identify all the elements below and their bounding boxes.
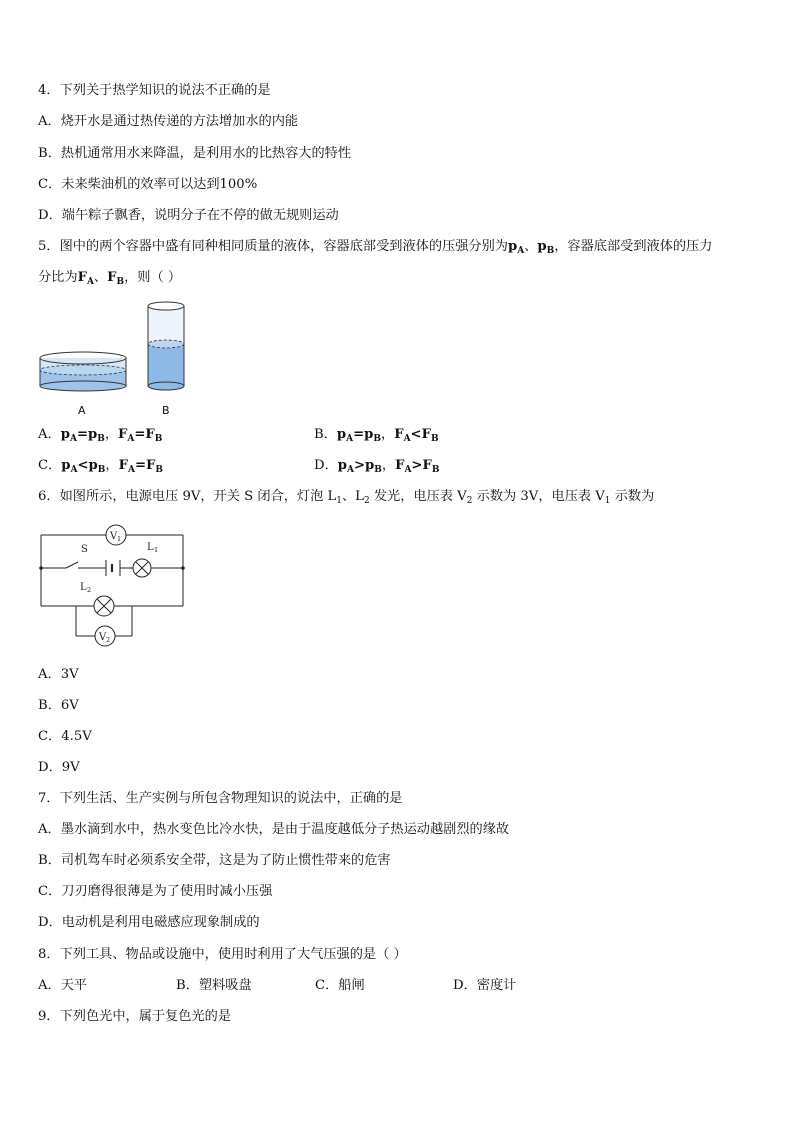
p-sym: p [60,427,70,442]
v2-label: V [99,632,107,643]
opt-letter: D． [314,458,338,473]
sub-a: A [127,465,135,475]
q6-sub1b: 1 [604,496,611,506]
voltmeter-v2-icon [95,626,115,646]
q5-sub-a: A [517,246,525,256]
q5-p-symbol-b: p [537,239,547,254]
sub-a: A [70,465,78,475]
q4-option-d: D．端午粽子飘香，说明分子在不停的做无规则运动 [38,208,339,223]
container-a [40,352,126,391]
q5-stem-tail2: ，则（ ） [124,270,182,285]
sub-b: B [97,434,105,444]
q5-option-c [38,457,163,475]
voltmeter-v1-icon [106,525,126,545]
q5-options-row2 [38,457,758,475]
sub-a: A [403,434,411,444]
f-sym: F [394,427,404,442]
f-sym: F [118,458,128,473]
q4-stem: 4．下列关于热学知识的说法不正确的是 [38,83,271,98]
q7-option-d: D．电动机是利用电磁感应现象制成的 [38,915,260,930]
v1-sub: 1 [117,535,122,543]
q6-sub2: 2 [363,496,370,506]
q5-f-sub-b: B [116,277,125,287]
q7-option-a: A．墨水滴到水中，热水变色比冷水快，是由于温度越低分子热运动越剧烈的缘故 [38,822,510,837]
p-sym: p [61,458,71,473]
comma: ， [105,458,119,473]
f-sym: F [118,427,128,442]
sub-b: B [154,434,163,444]
q7-option-b: B．司机驾车时必须系安全带，这是为了防止惯性带来的危害 [38,853,391,868]
circuit-diagram [36,520,188,650]
q5-f-sub-a: A [86,277,94,287]
sub-b: B [97,465,106,475]
q7-option-c: C．刀刃磨得很薄是为了使用时减小压强 [38,884,273,899]
comma: ， [381,458,396,473]
q5-stem-text: 5．图中的两个容器中盛有同种相同质量的液体，容器底部受到液体的压强分别为 [38,239,508,254]
q6-stem-a: 6．如图所示，电源电压 9V，开关 S 闭合，灯泡 L [38,489,337,504]
containers-drawing [36,296,196,418]
q5-stem-tail: ，容器底部受到液体的压力 [554,239,713,254]
q8-option-c: C．船闸 [315,978,365,993]
sub-b: B [431,465,440,475]
q5-f-symbol-b: F [107,270,117,285]
v2-sub: 2 [106,636,111,644]
q6-stem [38,488,654,506]
sub-a: A [127,434,135,444]
rel: >F [411,458,432,473]
q5-stem-line2 [38,269,181,287]
q8-option-d: D．密度计 [453,978,517,993]
q5-sub-b: B [546,246,555,256]
sub-a: A [404,465,412,475]
q5-stem-head2: 分比为 [38,270,78,285]
label-b: B [162,404,170,417]
q5-option-d [314,457,439,475]
q5-option-a [38,426,162,444]
battery-icon [106,560,120,576]
q8-options-row [38,977,758,995]
q5-sep2: 、 [93,270,108,285]
q6-sub1: 1 [336,496,342,506]
sub-b: B [374,465,382,475]
comma: ， [104,427,119,442]
q8-option-a: A．天平 [38,978,88,993]
q4-option-c: C．未来柴油机的效率可以达到100% [38,177,258,192]
q6-stem-b: 、L [341,489,364,504]
q5-option-b [314,426,439,444]
rel: <F [410,427,431,442]
q8-option-b: B．塑料吸盘 [176,978,252,993]
rel: =p [353,427,374,442]
q6-option-b: B．6V [38,698,79,713]
q5-f-symbol: F [77,270,87,285]
sub-a: A [347,465,354,475]
q9-stem: 9．下列色光中，属于复色光的是 [38,1009,232,1024]
containers-figure [36,296,196,418]
circuit-figure [36,520,188,650]
comma: ， [381,427,395,442]
l1-sub: 1 [154,546,159,554]
label-a: A [78,404,86,417]
sub-b: B [155,465,163,475]
rel: =F [134,427,155,442]
q6-stem-e: 示数为 [610,489,655,504]
q6-stem-c: 发光，电压表 V [369,489,467,504]
sub-a: A [346,434,354,444]
q5-options-row1 [38,426,758,444]
rel: >p [353,458,375,473]
q5-stem-line1 [38,238,712,256]
q6-option-c: C．4.5V [38,729,92,744]
q6-option-a: A．3V [38,667,79,682]
switch-label: S [81,544,88,555]
f-sym: F [395,458,405,473]
sub-b: B [373,434,381,444]
lamp-l1-icon [133,559,151,577]
opt-letter: C． [38,458,62,473]
container-b [148,302,184,390]
rel: =p [76,427,98,442]
sub-a: A [69,434,77,444]
q6-sub2b: 2 [466,496,473,506]
rel: =F [134,458,156,473]
q4-option-b: B．热机通常用水来降温，是利用水的比热容大的特性 [38,146,352,161]
q8-stem: 8．下列工具、物品或设施中，使用时利用了大气压强的是（ ） [38,947,407,962]
rel: <p [77,458,98,473]
q5-p-symbol: p [507,239,518,254]
sub-b: B [430,434,439,444]
l2-label: L [80,582,87,593]
p-sym: p [336,427,347,442]
l2-sub: 2 [87,586,92,594]
v1-label: V [110,531,118,542]
q7-stem: 7．下列生活、生产实例与所包含物理知识的说法中，正确的是 [38,791,403,806]
l1-label: L [147,542,154,553]
opt-letter: A． [38,427,61,442]
q6-option-d: D．9V [38,760,80,775]
p-sym: p [337,458,347,473]
q6-stem-d: 示数为 3V，电压表 V [472,489,605,504]
lamp-l2-icon [94,596,114,616]
q5-sep: 、 [524,239,538,254]
q4-option-a: A．烧开水是通过热传递的方法增加水的内能 [38,114,299,129]
opt-letter: B． [314,427,337,442]
